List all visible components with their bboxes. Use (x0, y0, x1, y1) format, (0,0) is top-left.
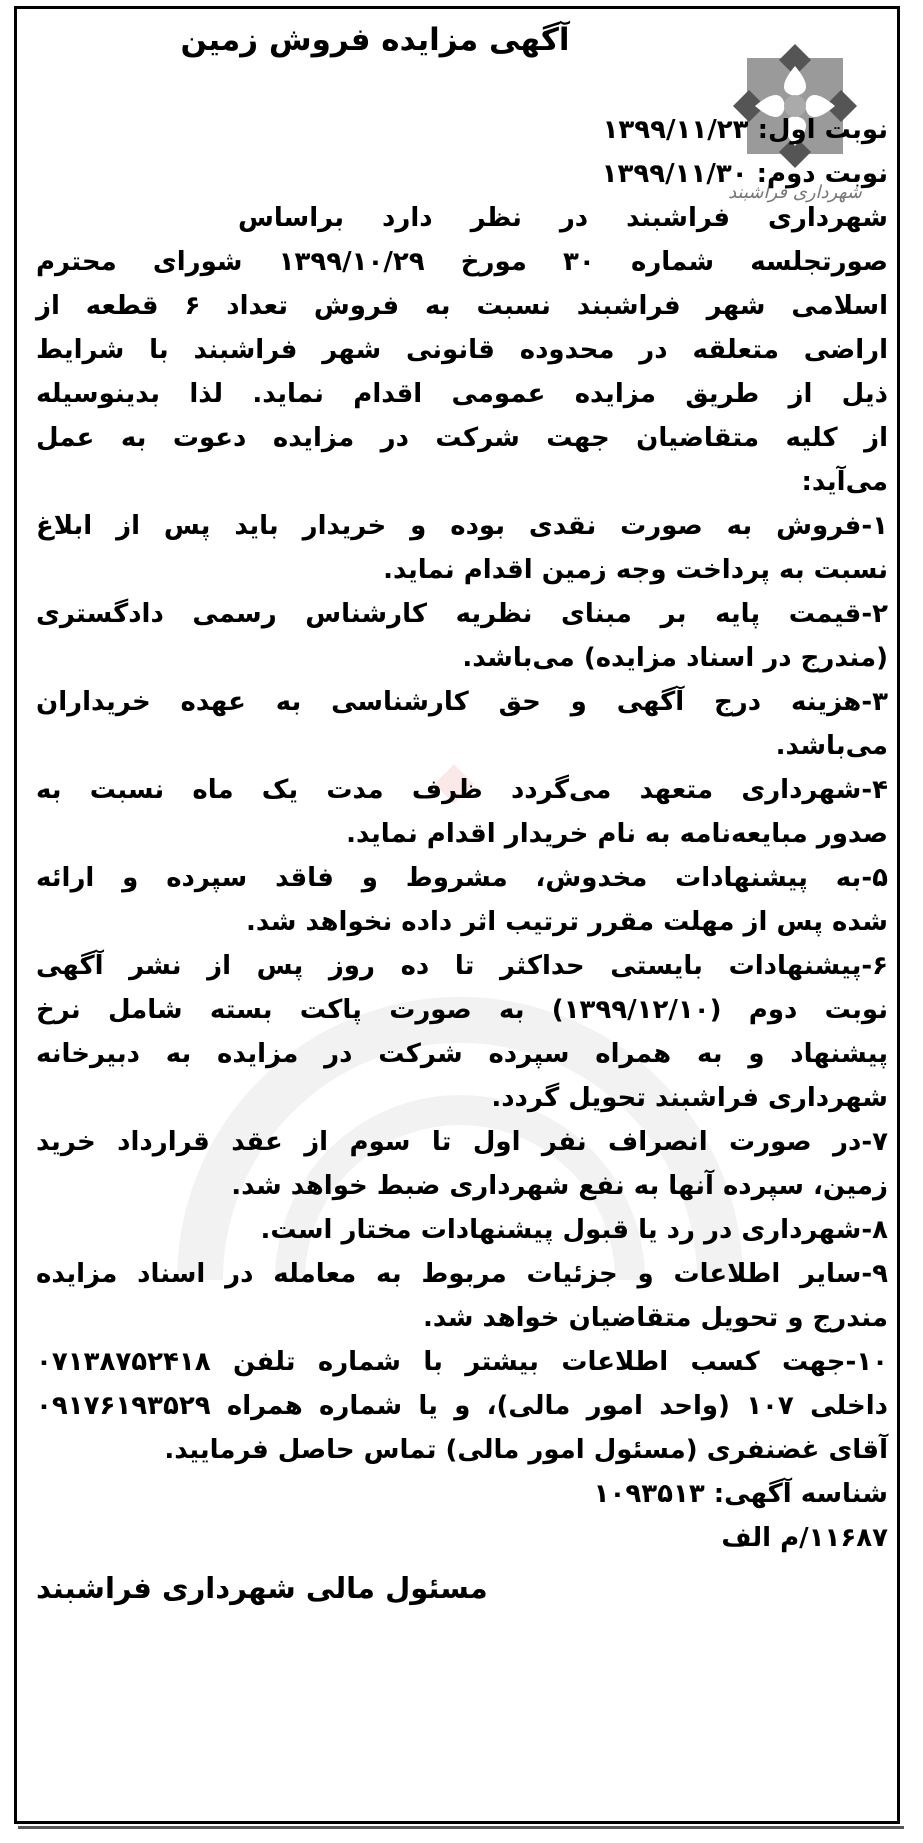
ad-id: شناسه آگهی: ۱۰۹۳۵۱۳ (593, 1479, 888, 1509)
ad-body (36, 108, 888, 1610)
body-line: از کلیه متقاضیان جهت شرکت در مزایده دعوت به عمل (36, 423, 888, 453)
condition-1: ۱-فروش به صورت نقدی بوده و خریدار باید پس از ابلاغ (36, 511, 888, 541)
condition-4-cont: صدور مبایعه‌نامه به نام خریدار اقدام نماید. (346, 819, 888, 849)
second-publication-date: نوبت دوم: ۱۳۹۹/۱۱/۳۰ (601, 159, 888, 189)
signature: مسئول مالی شهرداری فراشبند (36, 1571, 488, 1605)
condition-2: ۲-قیمت پایه بر مبنای نظریه کارشناس رسمی دادگستری (36, 599, 888, 629)
condition-10-cont: آقای غضنفری (مسئول امور مالی) تماس حاصل فرمایید. (164, 1435, 888, 1465)
condition-5: ۵-به پیشنهادات مخدوش، مشروط و فاقد سپرده و ارائه (36, 863, 888, 893)
condition-3-cont: می‌باشد. (775, 731, 888, 761)
condition-9: ۹-سایر اطلاعات و جزئیات مربوط به معامله در اسناد مزایده (36, 1259, 888, 1289)
body-line: شهرداری فراشبند در نظر دارد براساس (238, 203, 888, 233)
page-title: آگهی مزایده فروش زمین (180, 22, 570, 58)
condition-6-cont: پیشنهاد و به همراه سپرده شرکت در مزایده به دبیرخانه (36, 1039, 888, 1069)
condition-2-cont: (مندرج در اسناد مزایده) می‌باشد. (462, 643, 888, 673)
first-publication-date: نوبت اول: ۱۳۹۹/۱۱/۲۳ (602, 115, 888, 145)
body-line: اسلامی شهر فراشبند نسبت به فروش تعداد ۶ قطعه از (36, 291, 889, 321)
condition-7: ۷-در صورت انصراف نفر اول تا سوم از عقد قرارداد خرید (36, 1127, 888, 1157)
logo-text: شهرداری فراشبند (728, 182, 862, 203)
body-line: می‌آید: (801, 467, 888, 497)
condition-3: ۳-هزینه درج آگهی و حق کارشناسی به عهده خریداران (36, 687, 888, 717)
condition-9-cont: مندرج و تحویل متقاضیان خواهد شد. (423, 1303, 888, 1333)
condition-6: ۶-پیشنهادات بایستی حداکثر تا ده روز پس از نشر آگهی (36, 951, 888, 981)
condition-4: ۴-شهرداری متعهد می‌گردد ظرف مدت یک ماه نسبت به (36, 775, 888, 805)
condition-10: ۱۰-جهت کسب اطلاعات بیشتر با شماره تلفن ۰۷۱۳۸۷۵۲۴۱۸ (36, 1347, 888, 1377)
body-line: ذیل از طریق مزایده عمومی اقدام نماید. لذا بدینوسیله (36, 379, 888, 409)
body-line: اراضی متعلقه در محدوده قانونی شهر فراشبند با شرایط (36, 335, 888, 365)
condition-5-cont: شده پس از مهلت مقرر ترتیب اثر داده نخواهد شد. (245, 907, 888, 937)
frame-shadow (18, 1826, 904, 1829)
ad-reference-number: ۱۱۶۸۷/م الف (721, 1523, 888, 1553)
condition-7-cont: زمین، سپرده آنها به نفع شهرداری ضبط خواهد شد. (231, 1171, 888, 1201)
condition-6-cont: نوبت دوم (۱۳۹۹/۱۲/۱۰) به صورت پاکت بسته شامل نرخ (36, 995, 888, 1025)
condition-6-cont: شهرداری فراشبند تحویل گردد. (491, 1083, 888, 1113)
condition-10-cont: داخلی ۱۰۷ (واحد امور مالی)، و یا شماره همراه ۰۹۱۷۶۱۹۳۵۲۹ (36, 1391, 888, 1421)
condition-1-cont: نسبت به پرداخت وجه زمین اقدام نماید. (383, 555, 888, 585)
body-line: صورتجلسه شماره ۳۰ مورخ ۱۳۹۹/۱۰/۲۹ شورای محترم (36, 247, 888, 277)
condition-8: ۸-شهرداری در رد یا قبول پیشنهادات مختار است. (260, 1215, 888, 1245)
